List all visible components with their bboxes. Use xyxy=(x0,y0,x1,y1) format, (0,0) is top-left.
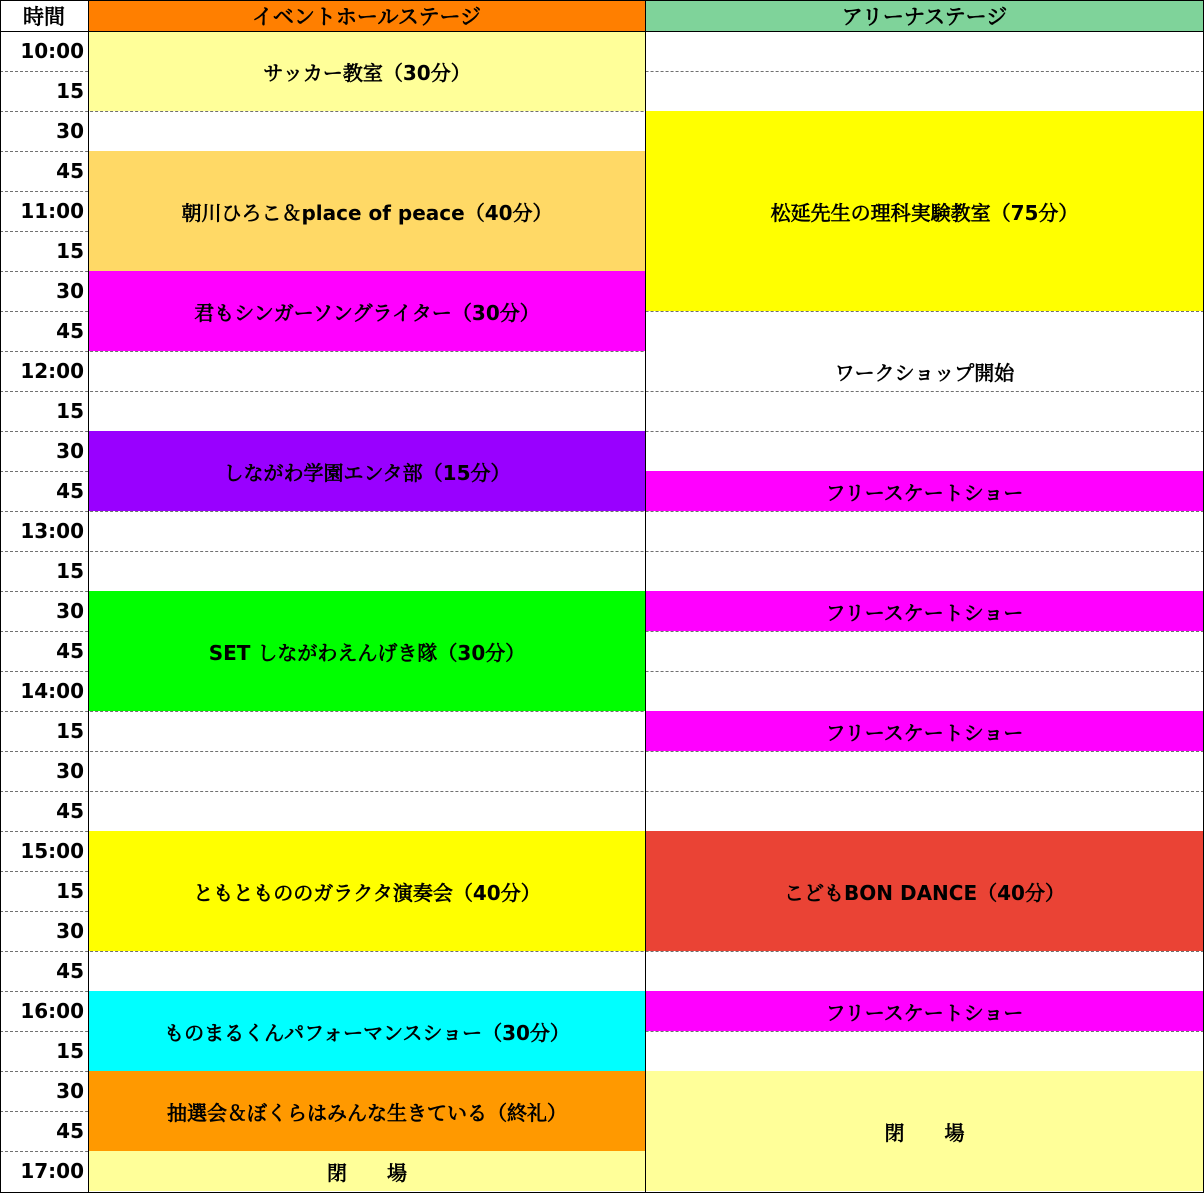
hall-event-label: 君もシンガーソングライター（30分） xyxy=(194,300,540,325)
header-time-label: 時間 xyxy=(23,4,65,29)
time-label: 45 xyxy=(56,959,84,983)
time-label: 13:00 xyxy=(20,519,84,543)
time-label: 17:00 xyxy=(20,1159,84,1183)
time-label: 15 xyxy=(56,559,84,583)
hall-event-label: ものまるくんパフォーマンスショー（30分） xyxy=(164,1020,570,1045)
arena-event-label: フリースケートショー xyxy=(825,1000,1024,1025)
hall-event-label: しながわ学園エンタ部（15分） xyxy=(223,460,511,485)
time-label: 15 xyxy=(56,79,84,103)
arena-event-label: フリースケートショー xyxy=(825,600,1024,625)
arena-event-label: フリースケートショー xyxy=(825,480,1024,505)
time-label: 15 xyxy=(56,399,84,423)
arena-event-label: フリースケートショー xyxy=(825,720,1024,745)
hall-event-label: サッカー教室（30分） xyxy=(263,60,471,85)
header-arena-label: アリーナステージ xyxy=(841,4,1008,29)
time-label: 45 xyxy=(56,799,84,823)
time-label: 15 xyxy=(56,239,84,263)
time-label: 45 xyxy=(56,479,84,503)
time-label: 30 xyxy=(56,759,84,783)
arena-event-label: 閉 場 xyxy=(884,1120,965,1145)
hall-event-label: SET しながわえんげき隊（30分） xyxy=(208,640,526,665)
hall-event-label: 閉 場 xyxy=(327,1160,407,1185)
time-label: 15:00 xyxy=(20,839,84,863)
time-label: 45 xyxy=(56,639,84,663)
time-label: 15 xyxy=(56,879,84,903)
time-label: 30 xyxy=(56,919,84,943)
time-label: 45 xyxy=(56,319,84,343)
time-label: 12:00 xyxy=(20,359,84,383)
time-label: 15 xyxy=(56,719,84,743)
time-label: 45 xyxy=(56,159,84,183)
time-label: 30 xyxy=(56,279,84,303)
time-label: 30 xyxy=(56,599,84,623)
hall-event-label: 抽選会＆ぼくらはみんな生きている（終礼） xyxy=(167,1100,567,1125)
time-label: 10:00 xyxy=(20,39,84,63)
arena-event-label: こどもBON DANCE（40分） xyxy=(784,880,1065,905)
header-hall-label: イベントホールステージ xyxy=(251,4,482,29)
time-label: 30 xyxy=(56,1079,84,1103)
arena-event-label: 松延先生の理科実験教室（75分） xyxy=(770,200,1079,225)
time-label: 11:00 xyxy=(20,199,84,223)
time-label: 15 xyxy=(56,1039,84,1063)
hall-event-label: 朝川ひろこ＆place of peace（40分） xyxy=(181,200,553,225)
time-label: 16:00 xyxy=(20,999,84,1023)
time-label: 30 xyxy=(56,119,84,143)
hall-event-label: ともともののガラクタ演奏会（40分） xyxy=(193,880,541,905)
arena-event-label: ワークショップ開始 xyxy=(834,360,1015,385)
time-label: 30 xyxy=(56,439,84,463)
time-label: 45 xyxy=(56,1119,84,1143)
time-label: 14:00 xyxy=(20,679,84,703)
